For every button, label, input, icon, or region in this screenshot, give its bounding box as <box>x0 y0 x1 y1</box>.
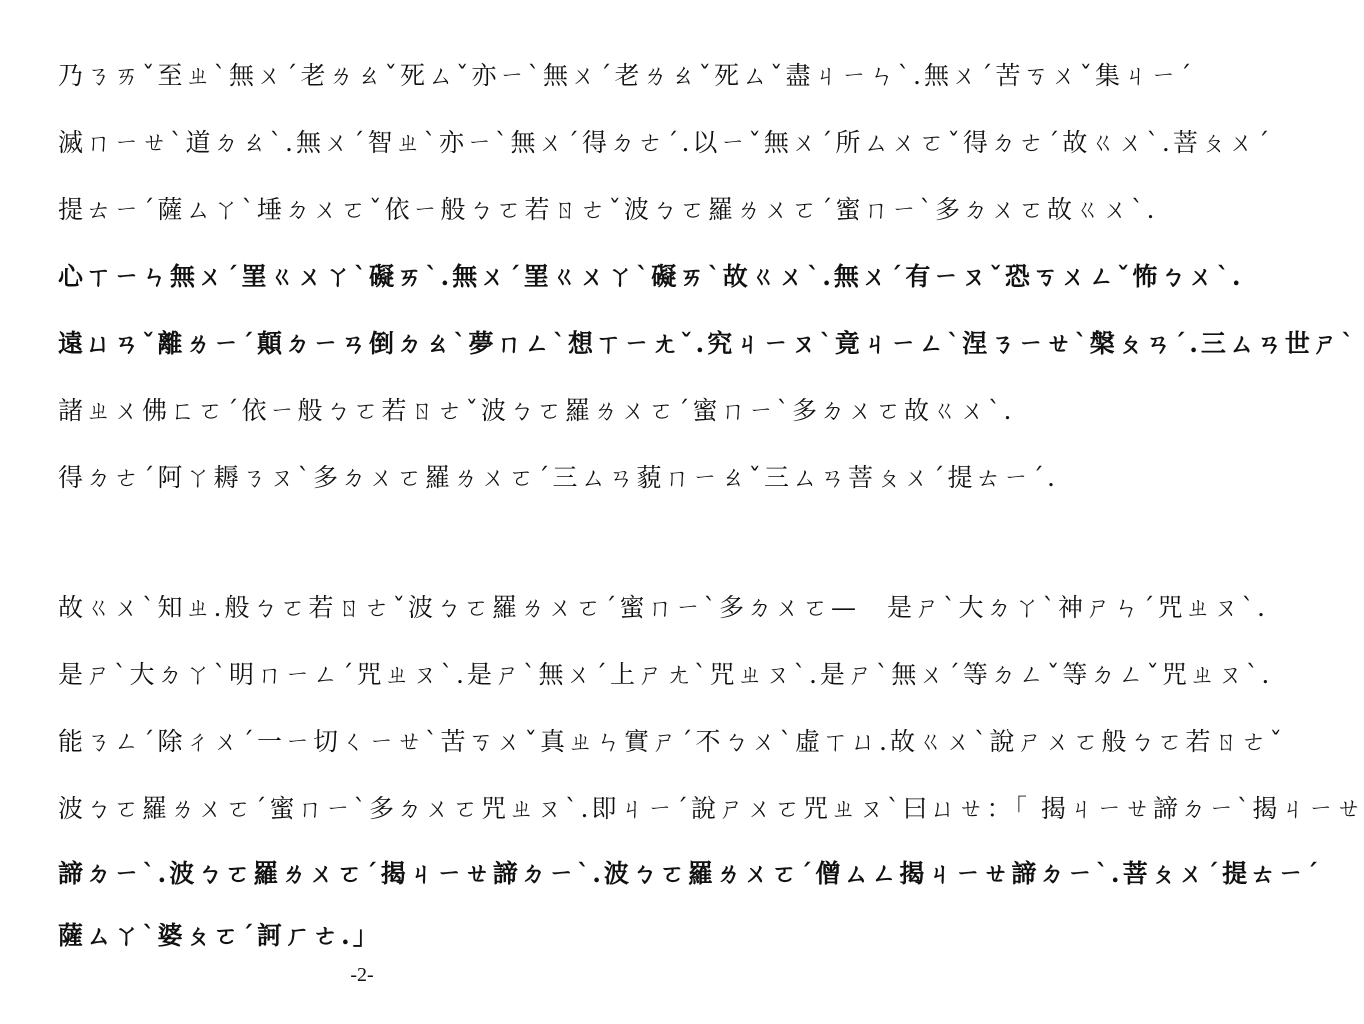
text-line-10: 能ㄋㄥˊ除ㄔㄨˊ一ㄧ切ㄑㄧㄝˋ苦ㄎㄨˇ真ㄓㄣ實ㄕˊ不ㄅㄨˋ虛ㄒㄩ.故ㄍㄨˋ說ㄕㄨㄛ般ㄅㄛ若ㄖㄜˇ <box>58 727 1285 756</box>
text-line-11: 波ㄅㄛ羅ㄌㄨㄛˊ蜜ㄇㄧˋ多ㄉㄨㄛ咒ㄓㄡˋ.即ㄐㄧˊ說ㄕㄨㄛ咒ㄓㄡˋ曰ㄩㄝ：「 揭ㄐㄧㄝ諦ㄉㄧˋ揭ㄐㄧㄝ <box>58 794 1364 823</box>
page-number: -2- <box>350 964 374 986</box>
text-line-9: 是ㄕˋ大ㄉㄚˋ明ㄇㄧㄥˊ咒ㄓㄡˋ.是ㄕˋ無ㄨˊ上ㄕㄤˋ咒ㄓㄡˋ.是ㄕˋ無ㄨˊ等ㄉㄥˇ等ㄉㄥˇ咒ㄓㄡˋ. <box>58 660 1273 689</box>
text-line-6: 諸ㄓㄨ佛ㄈㄛˊ依ㄧ般ㄅㄛ若ㄖㄜˇ波ㄅㄛ羅ㄌㄨㄛˊ蜜ㄇㄧˋ多ㄉㄨㄛ故ㄍㄨˋ. <box>58 396 1015 425</box>
text-line-7: 得ㄉㄜˊ阿ㄚ耨ㄋㄡˋ多ㄉㄨㄛ羅ㄌㄨㄛˊ三ㄙㄢ藐ㄇㄧㄠˇ三ㄙㄢ菩ㄆㄨˊ提ㄊㄧˊ. <box>58 463 1058 492</box>
text-line-13: 薩ㄙㄚˋ婆ㄆㄛˊ訶ㄏㄜ.」 <box>58 921 381 950</box>
text-line-8: 故ㄍㄨˋ知ㄓ.般ㄅㄛ若ㄖㄜˇ波ㄅㄛ羅ㄌㄨㄛˊ蜜ㄇㄧˋ多ㄉㄨㄛ— 是ㄕˋ大ㄉㄚˋ神ㄕㄣˊ咒ㄓㄡˋ. <box>58 593 1268 622</box>
text-line-1: 乃ㄋㄞˇ至ㄓˋ無ㄨˊ老ㄌㄠˇ死ㄙˇ亦ㄧˋ無ㄨˊ老ㄌㄠˇ死ㄙˇ盡ㄐㄧㄣˋ.無ㄨˊ苦ㄎㄨˇ集ㄐㄧˊ <box>58 61 1195 90</box>
text-line-4: 心ㄒㄧㄣ無ㄨˊ罣ㄍㄨㄚˋ礙ㄞˋ.無ㄨˊ罣ㄍㄨㄚˋ礙ㄞˋ故ㄍㄨˋ.無ㄨˊ有ㄧㄡˇ恐ㄎㄨㄥˇ怖ㄅㄨˋ. <box>58 262 1244 291</box>
text-line-3: 提ㄊㄧˊ薩ㄙㄚˋ埵ㄉㄨㄛˇ依ㄧ般ㄅㄛ若ㄖㄜˇ波ㄅㄛ羅ㄌㄨㄛˊ蜜ㄇㄧˋ多ㄉㄨㄛ故ㄍㄨˋ. <box>58 195 1158 224</box>
text-line-12: 諦ㄉㄧˋ.波ㄅㄛ羅ㄌㄨㄛˊ揭ㄐㄧㄝ諦ㄉㄧˋ.波ㄅㄛ羅ㄌㄨㄛˊ僧ㄙㄥ揭ㄐㄧㄝ諦ㄉㄧˋ.菩ㄆㄨˊ提ㄊㄧˊ <box>58 859 1322 888</box>
text-line-5: 遠ㄩㄢˇ離ㄌㄧˊ顛ㄉㄧㄢ倒ㄉㄠˋ夢ㄇㄥˋ想ㄒㄧㄤˇ.究ㄐㄧㄡˋ竟ㄐㄧㄥˋ涅ㄋㄧㄝˋ槃ㄆㄢˊ.三ㄙㄢ世ㄕˋ <box>58 329 1357 358</box>
text-line-2: 滅ㄇㄧㄝˋ道ㄉㄠˋ.無ㄨˊ智ㄓˋ亦ㄧˋ無ㄨˊ得ㄉㄜˊ.以ㄧˇ無ㄨˊ所ㄙㄨㄛˇ得ㄉㄜˊ故ㄍㄨˋ.菩ㄆㄨˊ <box>58 128 1273 157</box>
